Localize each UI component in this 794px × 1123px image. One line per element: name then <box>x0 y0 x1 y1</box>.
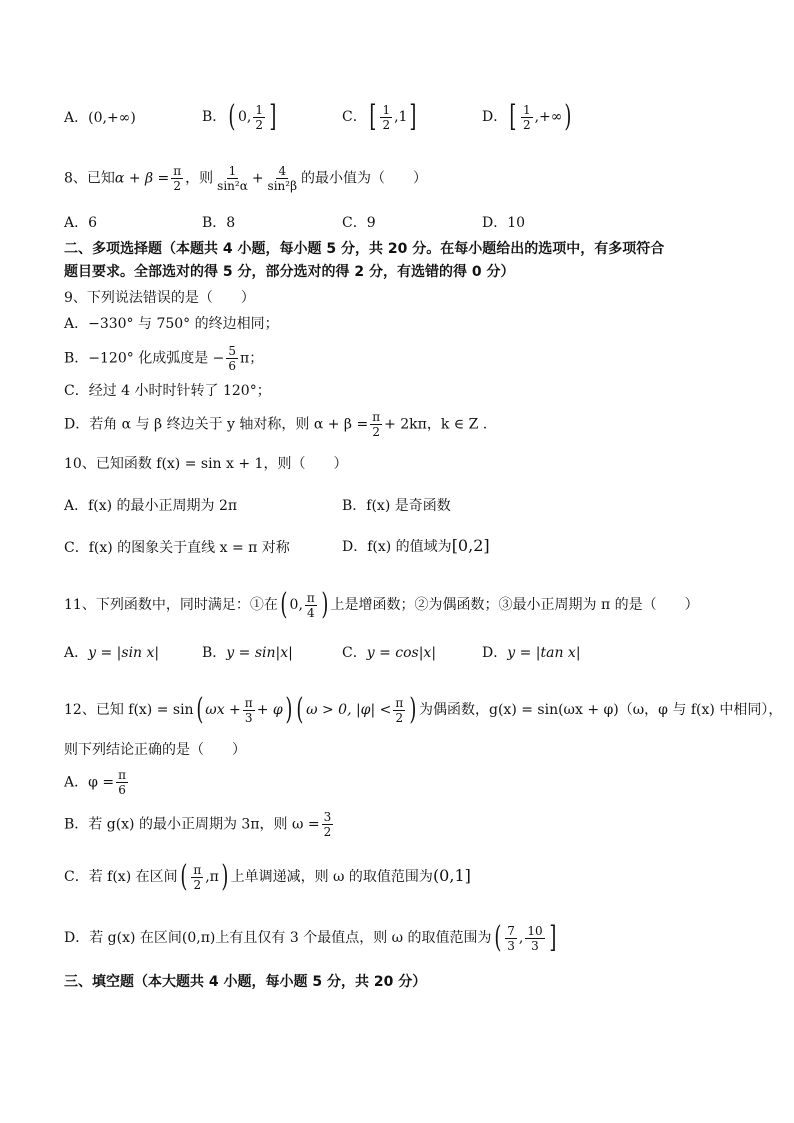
question-text: 11、下列函数中，同时满足：①在 <box>64 597 278 613</box>
bracket: ( <box>493 920 501 955</box>
numerator: 5 <box>228 344 237 358</box>
fraction <box>521 103 533 132</box>
option-label: D． <box>482 645 508 661</box>
fraction <box>253 103 265 132</box>
fraction <box>305 591 317 620</box>
q8-option-d <box>482 213 525 233</box>
q12-option-d <box>64 920 558 955</box>
q12-stem <box>64 692 783 727</box>
q7-option-d <box>482 99 574 134</box>
q8-option-b <box>202 213 235 233</box>
option-text: D．f(x) 的值域为 <box>342 539 452 555</box>
bracket: [ <box>369 99 377 134</box>
option-label: B． <box>202 645 227 661</box>
bracket: [ <box>509 99 517 134</box>
option-label: C． <box>342 645 367 661</box>
bracket: ( <box>296 692 304 727</box>
denominator: 2 <box>173 179 182 193</box>
option-text: π； <box>240 350 264 367</box>
option-label: A． <box>64 110 89 126</box>
option-text: + 2kπ，k ∈ Z . <box>384 416 488 433</box>
option-label: B． <box>202 215 227 231</box>
option-text: B．若 g(x) 的最小正周期为 3π，则 ω = <box>64 816 320 833</box>
bracket: ) <box>564 99 572 134</box>
q11-option-d <box>482 643 581 663</box>
q12-option-c <box>64 859 471 894</box>
denominator: 2 <box>255 117 264 132</box>
q12-option-b <box>64 810 335 839</box>
denominator: 2 <box>395 710 404 725</box>
bracket: ( <box>228 99 236 134</box>
option-text: A．φ = <box>64 774 115 791</box>
math-expr: ωx + <box>205 702 241 718</box>
numerator: 3 <box>323 810 332 824</box>
option-value: 8 <box>226 215 236 231</box>
option-label: D． <box>482 215 508 231</box>
denominator: 2 <box>323 825 332 839</box>
numerator: π <box>193 862 202 877</box>
denominator: 4 <box>307 605 315 620</box>
math-expr: α + β = <box>114 170 170 187</box>
numerator: π <box>372 410 381 424</box>
fraction <box>505 924 517 953</box>
fraction <box>393 696 405 725</box>
option-text: C．若 f(x) 在区间 <box>64 869 178 885</box>
q12-stem-cont: 则下列结论正确的是（ ） <box>64 742 246 758</box>
q7-option-a <box>64 108 136 128</box>
option-value: y = sin|x| <box>226 645 293 661</box>
denominator: 6 <box>118 783 126 797</box>
bracket: ( <box>179 859 187 894</box>
option-label: A． <box>64 645 89 661</box>
option-label: D． <box>482 109 508 125</box>
fraction <box>266 164 299 193</box>
option-value: 10 <box>507 215 526 231</box>
question-text: 上是增函数；②为偶函数；③最小正周期为 π 的是（ ） <box>330 597 699 613</box>
q7-option-b <box>202 99 279 134</box>
q9-option-b <box>64 344 263 373</box>
math-expr: ω > 0, |φ| < <box>306 702 392 718</box>
numerator: π <box>244 695 253 710</box>
bracket: ] <box>548 920 556 955</box>
option-value: y = |tan x| <box>507 645 581 661</box>
numerator: 1 <box>382 102 391 117</box>
bracket: ( <box>195 692 203 727</box>
q11-option-b <box>202 643 293 663</box>
numerator: 10 <box>527 923 543 938</box>
interval: (0,1] <box>432 866 471 885</box>
option-text: B．−120° 化成弧度是 − <box>64 350 225 367</box>
fraction <box>171 164 183 193</box>
q10-option-d <box>342 536 490 557</box>
fraction <box>525 924 544 953</box>
numerator: 1 <box>228 164 237 178</box>
q10-option-a: A．f(x) 的最小正周期为 2π <box>64 498 238 514</box>
question-text: 12、已知 f(x) = sin <box>64 702 194 718</box>
numerator: π <box>173 164 182 178</box>
option-text: D．若角 α 与 β 终边关于 y 轴对称，则 α + β = <box>64 416 369 433</box>
section-heading: 三、填空题（本大题共 4 小题，每小题 5 分，共 20 分） <box>64 974 427 990</box>
q10-option-b: B．f(x) 是奇函数 <box>342 498 451 514</box>
option-value: 6 <box>88 215 98 231</box>
q8-option-c <box>342 213 376 233</box>
numerator: 1 <box>522 102 531 117</box>
option-value: ,+∞ <box>534 109 563 125</box>
q9-option-a: A．−330° 与 750° 的终边相同； <box>64 316 279 332</box>
fraction <box>370 410 382 439</box>
denominator: sin²α <box>217 179 248 193</box>
math-expr: ,π <box>205 869 219 885</box>
q7-option-c <box>342 99 419 134</box>
fraction <box>116 768 128 797</box>
section-heading: 二、多项选择题（本题共 4 小题，每小题 5 分，共 20 分。在每小题给出的选项中，有多项符合 <box>64 241 665 257</box>
fraction <box>322 810 334 839</box>
q8-option-a <box>64 213 97 233</box>
option-label: B． <box>202 109 227 125</box>
numerator: 4 <box>278 164 287 178</box>
q9-stem: 9、下列说法错误的是（ ） <box>64 290 255 306</box>
denominator: 3 <box>244 710 253 725</box>
option-value: (0,+∞) <box>88 110 136 126</box>
denominator: 3 <box>531 938 539 953</box>
math-expr: + φ <box>256 702 283 718</box>
option-label: C． <box>342 109 367 125</box>
denominator: sin²β <box>267 179 298 193</box>
option-text: 上单调递减，则 ω 的取值范围为 <box>230 869 433 885</box>
q9-option-d <box>64 410 487 439</box>
q11-stem <box>64 587 699 622</box>
q11-option-c <box>342 643 436 663</box>
denominator: 2 <box>382 117 391 132</box>
bracket: ] <box>269 99 277 134</box>
denominator: 3 <box>507 938 515 953</box>
fraction <box>243 696 255 725</box>
fraction <box>380 103 392 132</box>
bracket: ) <box>321 587 329 622</box>
q11-option-a <box>64 643 159 663</box>
option-value: y = |sin x| <box>88 645 160 661</box>
option-value: y = cos|x| <box>366 645 437 661</box>
bracket: ) <box>285 692 293 727</box>
q8-stem <box>64 164 427 193</box>
question-text: 为偶函数，g(x) = sin(ωx + φ)（ω，φ 与 f(x) 中相同）， <box>419 702 783 718</box>
bracket: ) <box>409 692 417 727</box>
denominator: 6 <box>228 359 237 373</box>
comma: , <box>518 930 524 946</box>
interval: [0,2] <box>451 536 490 555</box>
option-value: 0, <box>238 109 252 125</box>
q12-option-a <box>64 768 130 797</box>
option-text: 上有且仅有 3 个最值点，则 ω 的取值范围为 <box>215 930 492 946</box>
bracket: ) <box>221 859 229 894</box>
math-expr: + <box>251 170 264 187</box>
option-label: A． <box>64 215 89 231</box>
numerator: π <box>118 768 126 782</box>
option-text: D．若 g(x) 在区间 <box>64 930 182 946</box>
denominator: 2 <box>193 877 202 892</box>
fraction <box>215 164 250 193</box>
section-heading-cont: 题目要求。全部选对的得 5 分，部分选对的得 2 分，有选错的得 0 分） <box>64 264 515 280</box>
math-expr: 0, <box>289 597 303 613</box>
numerator: π <box>306 590 315 605</box>
numerator: 7 <box>507 923 515 938</box>
interval: (0,π) <box>181 930 216 946</box>
denominator: 2 <box>372 425 380 439</box>
question-text: 8、已知 <box>64 170 115 187</box>
numerator: 1 <box>255 102 264 117</box>
question-text: 的最小值为（ ） <box>301 170 428 187</box>
q10-option-c: C．f(x) 的图象关于直线 x = π 对称 <box>64 540 290 556</box>
option-label: C． <box>342 215 367 231</box>
bracket: ] <box>409 99 417 134</box>
denominator: 2 <box>522 117 531 132</box>
fraction <box>191 863 203 892</box>
option-value: ,1 <box>394 109 408 125</box>
q10-stem: 10、已知函数 f(x) = sin x + 1，则（ ） <box>64 456 348 472</box>
option-value: 9 <box>366 215 376 231</box>
fraction <box>226 344 238 373</box>
q9-option-c: C．经过 4 小时时针转了 120°； <box>64 383 271 399</box>
question-text: ，则 <box>185 170 214 187</box>
bracket: ( <box>280 587 288 622</box>
numerator: π <box>395 695 404 710</box>
